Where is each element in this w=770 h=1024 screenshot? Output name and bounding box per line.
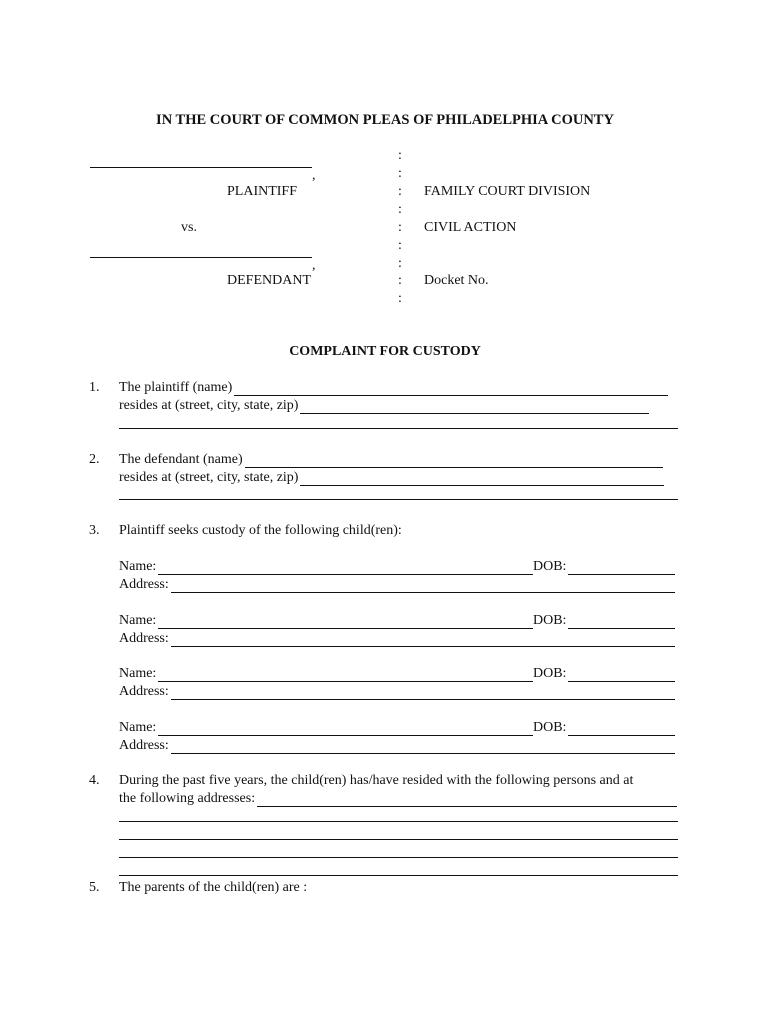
- fill-line[interactable]: [158, 722, 533, 736]
- field-label: Address:: [119, 738, 169, 753]
- fill-line[interactable]: [568, 668, 675, 682]
- child-dob-field[interactable]: [533, 720, 675, 736]
- plaintiff-comma: ,: [312, 168, 316, 183]
- defendant-address-field[interactable]: [119, 470, 664, 486]
- item4-text: During the past five years, the child(ren) has/have resided with the following persons and at: [119, 773, 634, 788]
- caption-colon: :: [398, 291, 402, 306]
- child-name-field[interactable]: [119, 613, 533, 629]
- item-number: 2.: [89, 452, 100, 467]
- fill-line[interactable]: [158, 668, 533, 682]
- fill-line[interactable]: [300, 400, 649, 414]
- caption-colon: :: [398, 238, 402, 253]
- field-label: The defendant (name): [119, 452, 243, 467]
- field-label: Address:: [119, 577, 169, 592]
- child-dob-field[interactable]: [533, 666, 675, 682]
- item-number: 4.: [89, 773, 100, 788]
- child-name-field[interactable]: [119, 666, 533, 682]
- item-number: 5.: [89, 880, 100, 895]
- plaintiff-address-field[interactable]: [119, 398, 649, 414]
- item-number: 1.: [89, 380, 100, 395]
- item5-text: The parents of the child(ren) are :: [119, 880, 308, 895]
- field-label: Name:: [119, 613, 157, 628]
- fill-line[interactable]: [300, 472, 664, 486]
- defendant-label: DEFENDANT: [227, 273, 311, 288]
- residence-history-line[interactable]: [119, 857, 678, 858]
- child-address-field[interactable]: [119, 738, 675, 754]
- fill-line[interactable]: [568, 722, 675, 736]
- child-address-field[interactable]: [119, 684, 675, 700]
- fill-line[interactable]: [568, 561, 675, 575]
- field-label: DOB:: [533, 666, 567, 681]
- fill-line[interactable]: [171, 579, 675, 593]
- child-address-field[interactable]: [119, 631, 675, 647]
- field-label: Name:: [119, 559, 157, 574]
- residence-history-line[interactable]: [119, 821, 678, 822]
- residence-history-field[interactable]: [119, 791, 677, 807]
- court-title: IN THE COURT OF COMMON PLEAS OF PHILADELPHIA COUNTY: [156, 112, 614, 128]
- caption-colon: :: [398, 256, 402, 271]
- field-label: DOB:: [533, 559, 567, 574]
- field-label: DOB:: [533, 613, 567, 628]
- child-dob-field[interactable]: [533, 613, 675, 629]
- field-label: Name:: [119, 666, 157, 681]
- child-address-field[interactable]: [119, 577, 675, 593]
- caption-colon: :: [398, 148, 402, 163]
- defendant-name-line[interactable]: [90, 257, 312, 258]
- item3-text: Plaintiff seeks custody of the following child(ren):: [119, 523, 402, 538]
- fill-line[interactable]: [234, 382, 668, 396]
- defendant-comma: ,: [312, 258, 316, 273]
- plaintiff-name-field[interactable]: [119, 380, 668, 396]
- residence-history-line[interactable]: [119, 875, 678, 876]
- division-label: FAMILY COURT DIVISION: [424, 184, 591, 199]
- fill-line[interactable]: [568, 615, 675, 629]
- field-label: resides at (street, city, state, zip): [119, 398, 299, 413]
- field-label: The plaintiff (name): [119, 380, 233, 395]
- field-label: resides at (street, city, state, zip): [119, 470, 299, 485]
- item-number: 3.: [89, 523, 100, 538]
- defendant-address-line-2[interactable]: [119, 499, 678, 500]
- field-label: Address:: [119, 631, 169, 646]
- child-name-field[interactable]: [119, 559, 533, 575]
- child-name-field[interactable]: [119, 720, 533, 736]
- fill-line[interactable]: [171, 633, 675, 647]
- child-dob-field[interactable]: [533, 559, 675, 575]
- plaintiff-label: PLAINTIFF: [227, 184, 298, 199]
- fill-line[interactable]: [171, 686, 675, 700]
- field-label: DOB:: [533, 720, 567, 735]
- field-label: the following addresses:: [119, 791, 256, 806]
- caption-colon: :: [398, 166, 402, 181]
- defendant-name-field[interactable]: [119, 452, 663, 468]
- caption-colon: :: [398, 220, 402, 235]
- fill-line[interactable]: [245, 454, 663, 468]
- docket-label: Docket No.: [424, 273, 489, 288]
- fill-line[interactable]: [257, 793, 677, 807]
- fill-line[interactable]: [158, 615, 533, 629]
- residence-history-line[interactable]: [119, 839, 678, 840]
- caption-colon: :: [398, 273, 402, 288]
- plaintiff-name-line[interactable]: [90, 167, 312, 168]
- caption-colon: :: [398, 202, 402, 217]
- action-label: CIVIL ACTION: [424, 220, 517, 235]
- field-label: Name:: [119, 720, 157, 735]
- caption-colon: :: [398, 184, 402, 199]
- field-label: Address:: [119, 684, 169, 699]
- plaintiff-address-line-2[interactable]: [119, 428, 678, 429]
- vs-label: vs.: [181, 220, 197, 235]
- fill-line[interactable]: [171, 740, 675, 754]
- fill-line[interactable]: [158, 561, 533, 575]
- section-title: COMPLAINT FOR CUSTODY: [289, 344, 481, 359]
